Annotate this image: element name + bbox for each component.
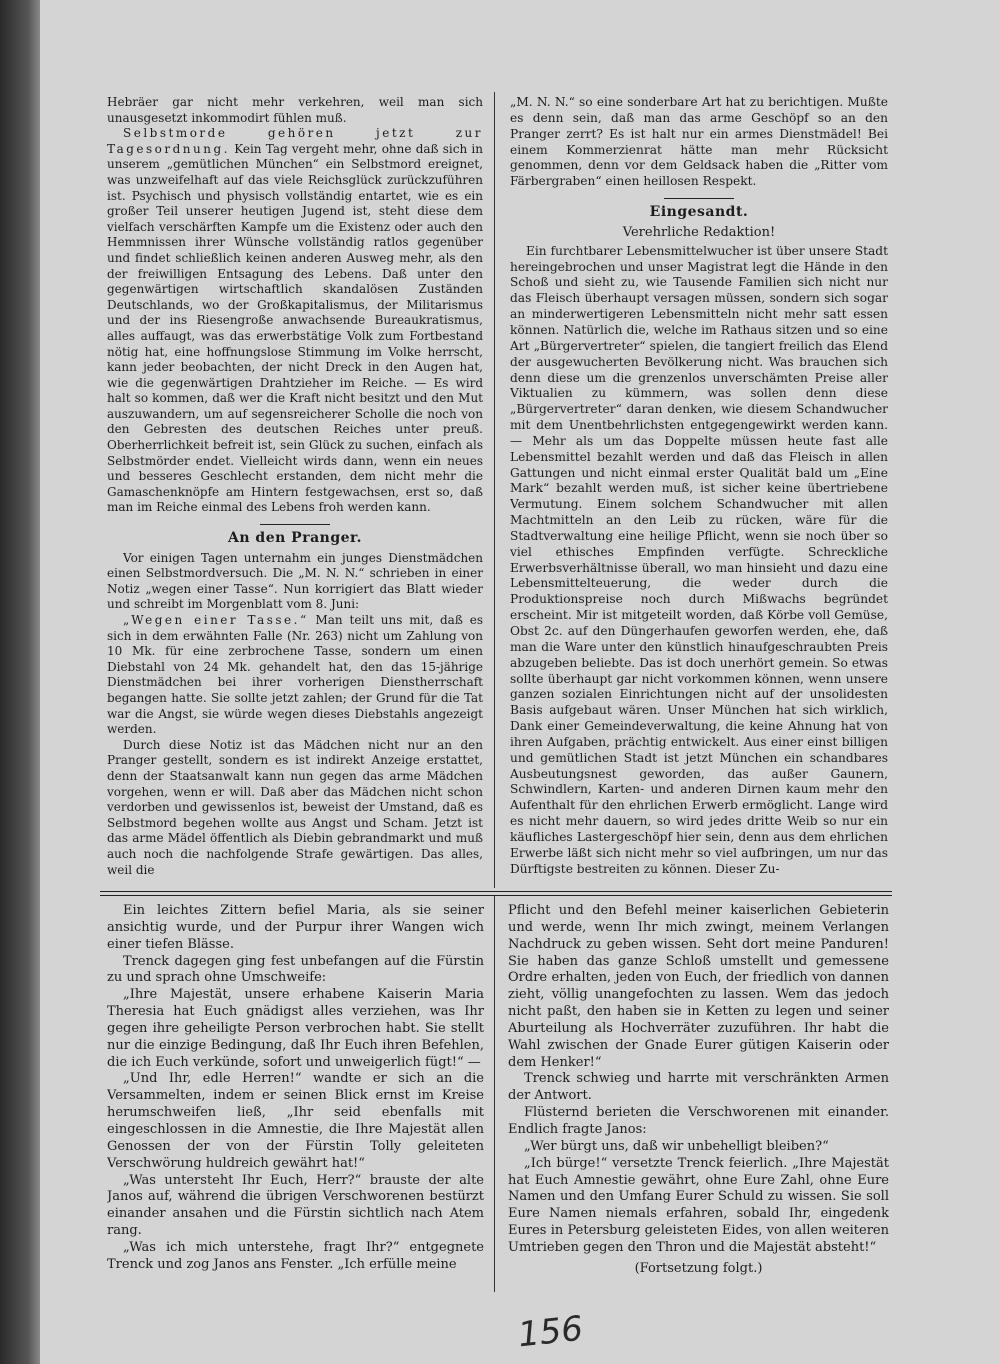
column-divider-top <box>494 92 495 888</box>
column-right-bottom <box>508 903 889 1293</box>
quote-lead: „Wegen einer Tasse.“ <box>123 613 309 627</box>
column-divider-bottom <box>494 896 495 1292</box>
story-paragraph-3: „Ihre Majestät, unsere erhabene Kaiserin Maria Theresia hat Euch gnädigst alles verziehen, was Ihr gegen ihre geheiligte Person verbrochen habt. Sie stellt nur die einzige Bedingung, daß Ihr Euch ihren Befehlen, die ich Euch verkünde, sofort und unweigerlich fügt!“ — <box>107 987 484 1070</box>
feuilleton-divider <box>100 891 892 896</box>
article-heading-pranger: An den Pranger. <box>228 530 362 547</box>
section-divider <box>260 524 330 525</box>
story-paragraph-8: Trenck schwieg und harrte mit verschränkten Armen der Antwort. <box>508 1071 889 1104</box>
paragraph-letter-body: Ein furchtbarer Lebensmittelwucher ist über unsere Stadt hereingebrochen und unser Magistrat legt die Hände in den Schoß und sieht zu, wie Tausende Familien sich nicht nur das Fleisch überhaupt versagen müssen, sondern sich sogar an minderwertigeren Lebensmitteln nicht mehr satt essen können. Natürlich die, welche im Rathaus sitzen und so eine Art „Bürgervertreter“ spielen, die tangiert freilich das Elend der ausgewucherten Bevölkerung nicht. Was brauchen sich denn diese um die grenzenlos unverschämten Preise aller Viktualien zu kümmern, was sollen denn diese „Bürgervertreter“ daran denken, wie diesem Schandwucher mit dem Unentbehrlichsten entgegengewirkt werden kann. — Mehr als um das Doppelte müssen heute fast alle Lebensmittel bezahlt werden und daß das Fleisch in allen Gattungen und nicht einmal erster Qualität bald um „Eine Mark“ bezahlt werden muß, ist sicher keine übertriebene Vermutung. Einem solchem Schandwucher mit allen Machtmitteln an den Leib zu rücken, wäre für die Stadtverwaltung eine heilige Pflicht, wenn sie noch über so viel ethisches Empfinden verfügte. Schreckliche Erwerbsverhältnisse überall, wo man hinsieht und dazu eine Lebensmittelteuerung, die weder durch die Produktionspreise noch durch Mißwachs begründet erscheint. Mir ist mitgeteilt worden, daß Körbe voll Gemüse, Obst 2c. auf den Düngerhaufen geworfen werden, ehe, daß man die Ware unter den künstlich hinaufgeschraubten Preis abzugeben beliebte. Das ist doch unerhört gemein. So etwas sollte überhaupt gar nicht vorkommen können, wenn unsere ganzen sozialen Einrichtungen nicht auf der unsolidesten Basis aufgebaut wären. Unser München hat sich wirklich, Dank einer Gemeindeverwaltung, die keine Ahnung hat von ihren Aufgaben, prächtig entwickelt. Aus einer einst billigen und gemütlichen Stadt ist jetzt München ein schandbares Ausbeutungsnest geworden, das außer Gaunern, Schwindlern, Karten- und anderen Dirnen kaum mehr den Aufenthalt für den ehrlichen Erwerb ermöglicht. Lange wird es nicht mehr dauern, so wird jedes dritte Weib so nur ein käufliches Lastergeschöpf hier sein, denn aus dem ehrlichen Erwerbe läßt sich nicht mehr so viel aufbringen, um nur das Dürftigste bestreiten zu können. Dieser Zu- <box>510 243 888 876</box>
column-left-top <box>107 95 483 890</box>
story-paragraph-1: Ein leichtes Zittern befiel Maria, als sie seiner ansichtig wurde, und der Purpur ihrer Wangen wich einer tiefen Blässe. <box>107 903 484 952</box>
story-paragraph-4: „Und Ihr, edle Herren!“ wandte er sich an die Versammelten, indem er seinen Blick ernst im Kreise herumschweifen ließ, „Ihr seid ebenfalls mit eingeschlossen in die Amnestie, die Ihre Majestät allen Genossen der von der Fürstin Tolly geleiteten Verschwörung huldreich gewährt hat!“ <box>107 1071 484 1171</box>
story-paragraph-2: Trenck dagegen ging fest unbefangen auf die Fürstin zu und sprach ohne Umschweife: <box>107 953 484 986</box>
article-heading-eingesandt: Eingesandt. <box>649 204 749 221</box>
paragraph-quote <box>107 613 483 738</box>
story-paragraph-7: Pflicht und den Befehl meiner kaiserlichen Gebieterin und werde, wenn Ihr mich zwingt, meinem Verlangen Nachdruck zu geben wissen. Seht dort meine Panduren! Sie haben das ganze Schloß umstellt und gemessene Ordre erhalten, jeden von Euch, der friedlich von dannen zieht, völlig unangefochten zu lassen. Wem das jedoch nicht paßt, den haben sie in Ketten zu legen und seiner Aburteilung als Hochverräter zuzuführen. Ihr habt die Wahl zwischen der Gnade Eurer gütigen Kaiserin oder dem Henker!“ <box>508 903 889 1070</box>
salutation: Verehrliche Redaktion! <box>622 224 776 240</box>
section-divider <box>664 198 734 199</box>
story-paragraph-5: „Was untersteht Ihr Euch, Herr?“ brauste der alte Janos auf, während die übrigen Verschworenen bestürzt einander ansahen und die Fürstin sichtlich nach Atem rang. <box>107 1172 484 1239</box>
story-paragraph-10: „Wer bürgt uns, daß wir unbehelligt bleiben?“ <box>524 1138 829 1154</box>
paragraph-intro: Hebräer gar nicht mehr verkehren, weil man sich unausgesetzt inkommodirt fühlen muß. <box>107 95 483 125</box>
quote-body: Man teilt uns mit, daß es sich in dem erwähnten Falle (Nr. 263) nicht um Zahlung von 10 Mk. für eine zerbrochene Tasse, sondern um einen Diebstahl von 24 Mk. gehandelt hat, den das 15-jährige Dienstmädchen bei ihrer vorherigen Dienstherrschaft begangen hatte. Sie sollte jetzt zahlen; der Grund für die Tat war die Angst, sie würde wegen dieses Diebstahls angezeigt werden. <box>107 613 483 737</box>
book-gutter <box>0 0 40 1364</box>
paragraph-suicide-body: Kein Tag vergeht mehr, ohne daß sich in unserem „gemütlichen München“ ein Selbstmord ereignet, was unzweifelhaft auf das viele Reichsglück zurückzuführen ist. Psychisch und physisch vollständig entartet, wie es ein großer Teil unserer heutigen Jugend ist, steht diese dem vielfach verschärften Kampfe um die Existenz oder auch den Hemmnissen ihrer Wünsche vollständig ratlos gegenüber und findet schließlich keinen anderen Ausweg mehr, als den der freiwilligen Entsagung des Lebens. Daß unter den gegenwärtigen wirtschaftlich skandalösen Zuständen Deutschlands, wo der Großkapitalismus, der Militarismus und der ins Riesengroße anwachsende Bureaukratismus, alles auffaugt, was das erwerbstätige Volk zum Fortbestand nötig hat, eine hoffnungslose Stimmung im Volke herrscht, kann jeder beobachten, der nicht Dreck in den Augen hat, wie die gegenwärtigen Drahtzieher im Reiche. — Es wird halt so kommen, daß wer die Kraft nicht besitzt und den Mut auszuwandern, um auf segensreicherer Scholle die noch von den Gebresten des deutschen Reiches unter preuß. Oberherrlichkeit befreit ist, sein Glück zu suchen, einfach als Selbstmörder endet. Vielleicht wirds dann, wenn ein neues und besseres Geschlecht erstanden, dem nicht mehr die Gamaschenknöpfe am Hintern festgewachsen, erst so, daß man im Reiche einmal des Lebens froh werden kann. <box>107 141 483 515</box>
story-paragraph-6: „Was ich mich unterstehe, fragt Ihr?“ entgegnete Trenck und zog Janos ans Fenster. „Ich erfülle meine <box>107 1239 484 1272</box>
column-left-bottom <box>107 903 484 1293</box>
paragraph-pranger-cont: „M. N. N.“ so eine sonderbare Art hat zu berichtigen. Mußte es denn sein, daß man das arme Geschöpf so an den Pranger zerrt? Es ist halt nur ein armes Dienstmädel! Bei einem Kommerzienrat hätte man mehr Rücksicht genommen, denn vor dem Geldsack haben die „Ritter vom Färbergraben“ einen heillosen Respekt. <box>510 95 888 189</box>
story-paragraph-11: „Ich bürge!“ versetzte Trenck feierlich. „Ihre Majestät hat Euch Amnestie gewährt, ohne Eure Zahl, ohne Eure Namen und den Umfang Eurer Schuld zu wissen. Sie soll Eure Namen niemals erfahren, sobald Ihr, eingedenk Eures in Petersburg geleisteten Eides, von allen weiteren Umtrieben gegen den Thron und die Majestät absteht!“ <box>508 1155 889 1255</box>
story-paragraph-9: Flüsternd berieten die Verschworenen mit einander. Endlich fragte Janos: <box>508 1105 889 1137</box>
continued-note: (Fortsetzung folgt.) <box>634 1260 763 1276</box>
paragraph-pranger-1: Vor einigen Tagen unternahm ein junges Dienstmädchen einen Selbstmordversuch. Die „M. N. N.“ schrieben in einer Notiz „wegen einer Tasse“. Nun korrigiert das Blatt wieder und schreibt im Morgenblatt vom 8. Juni: <box>107 550 483 612</box>
column-right-top <box>510 95 888 890</box>
paragraph-suicide <box>107 126 483 516</box>
handwritten-page-number: 156 <box>516 1308 585 1356</box>
paragraph-suicide-lead: Selbstmorde gehören jetzt zur Tagesordnung. <box>107 126 483 156</box>
paragraph-pranger-2: Durch diese Notiz ist das Mädchen nicht nur an den Pranger gestellt, sondern es ist indirekt Anzeige erstattet, denn der Staatsanwalt kann nun gegen das arme Mädchen vorgehen, wenn er will. Daß aber das Mädchen nicht schon verdorben und gewissenlos ist, beweist der Umstand, daß es Selbstmord begehen wollte aus Angst und Scham. Jetzt ist das arme Mädel öffentlich als Diebin gebrandmarkt und muß auch noch die nachfolgende Strafe gewärtigen. Das alles, weil die <box>107 737 483 877</box>
